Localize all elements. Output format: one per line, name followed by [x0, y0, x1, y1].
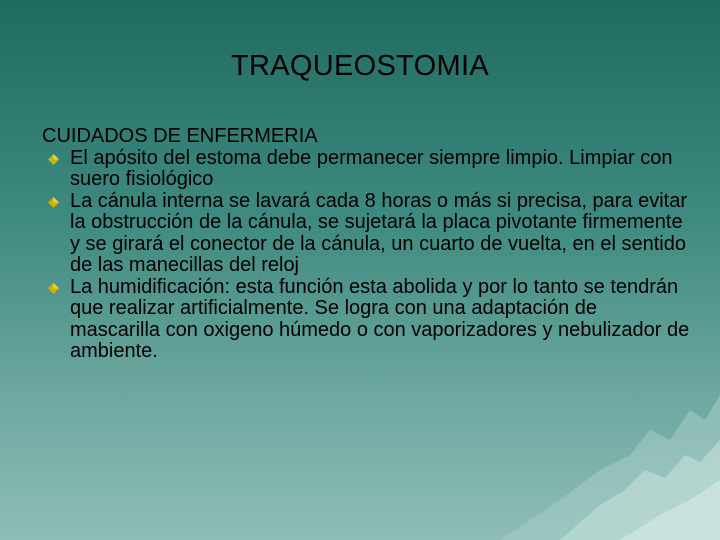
list-item [42, 148, 692, 191]
diamond-bullet-icon [48, 154, 59, 165]
bullet-text: El apósito del estoma debe permanecer siempre limpio. Limpiar con suero fisiológico [70, 146, 673, 190]
list-item [42, 191, 692, 277]
bullet-text: La cánula interna se lavará cada 8 horas o más si precisa, para evitar la obstrucción de la cánula, se sujetará la placa pivotante firmemente y se girará el conector de la cánula, un cuarto de vuelta, en el sentido de las manecillas del reloj [70, 189, 688, 276]
bullet-list [42, 148, 692, 363]
list-item [42, 277, 692, 363]
section-heading: CUIDADOS DE ENFERMERIA [42, 125, 318, 147]
diamond-bullet-icon [48, 283, 59, 294]
slide-content [42, 126, 692, 363]
bullet-text: La humidificación: esta función esta abolida y por lo tanto se tendrán que realizar artificialmente. Se logra con una adaptación de mascarilla con oxigeno húmedo o con vaporizadores y nebulizador de ambiente. [70, 275, 690, 362]
diamond-bullet-icon [48, 197, 59, 208]
slide-title: TRAQUEOSTOMIA [231, 50, 489, 82]
